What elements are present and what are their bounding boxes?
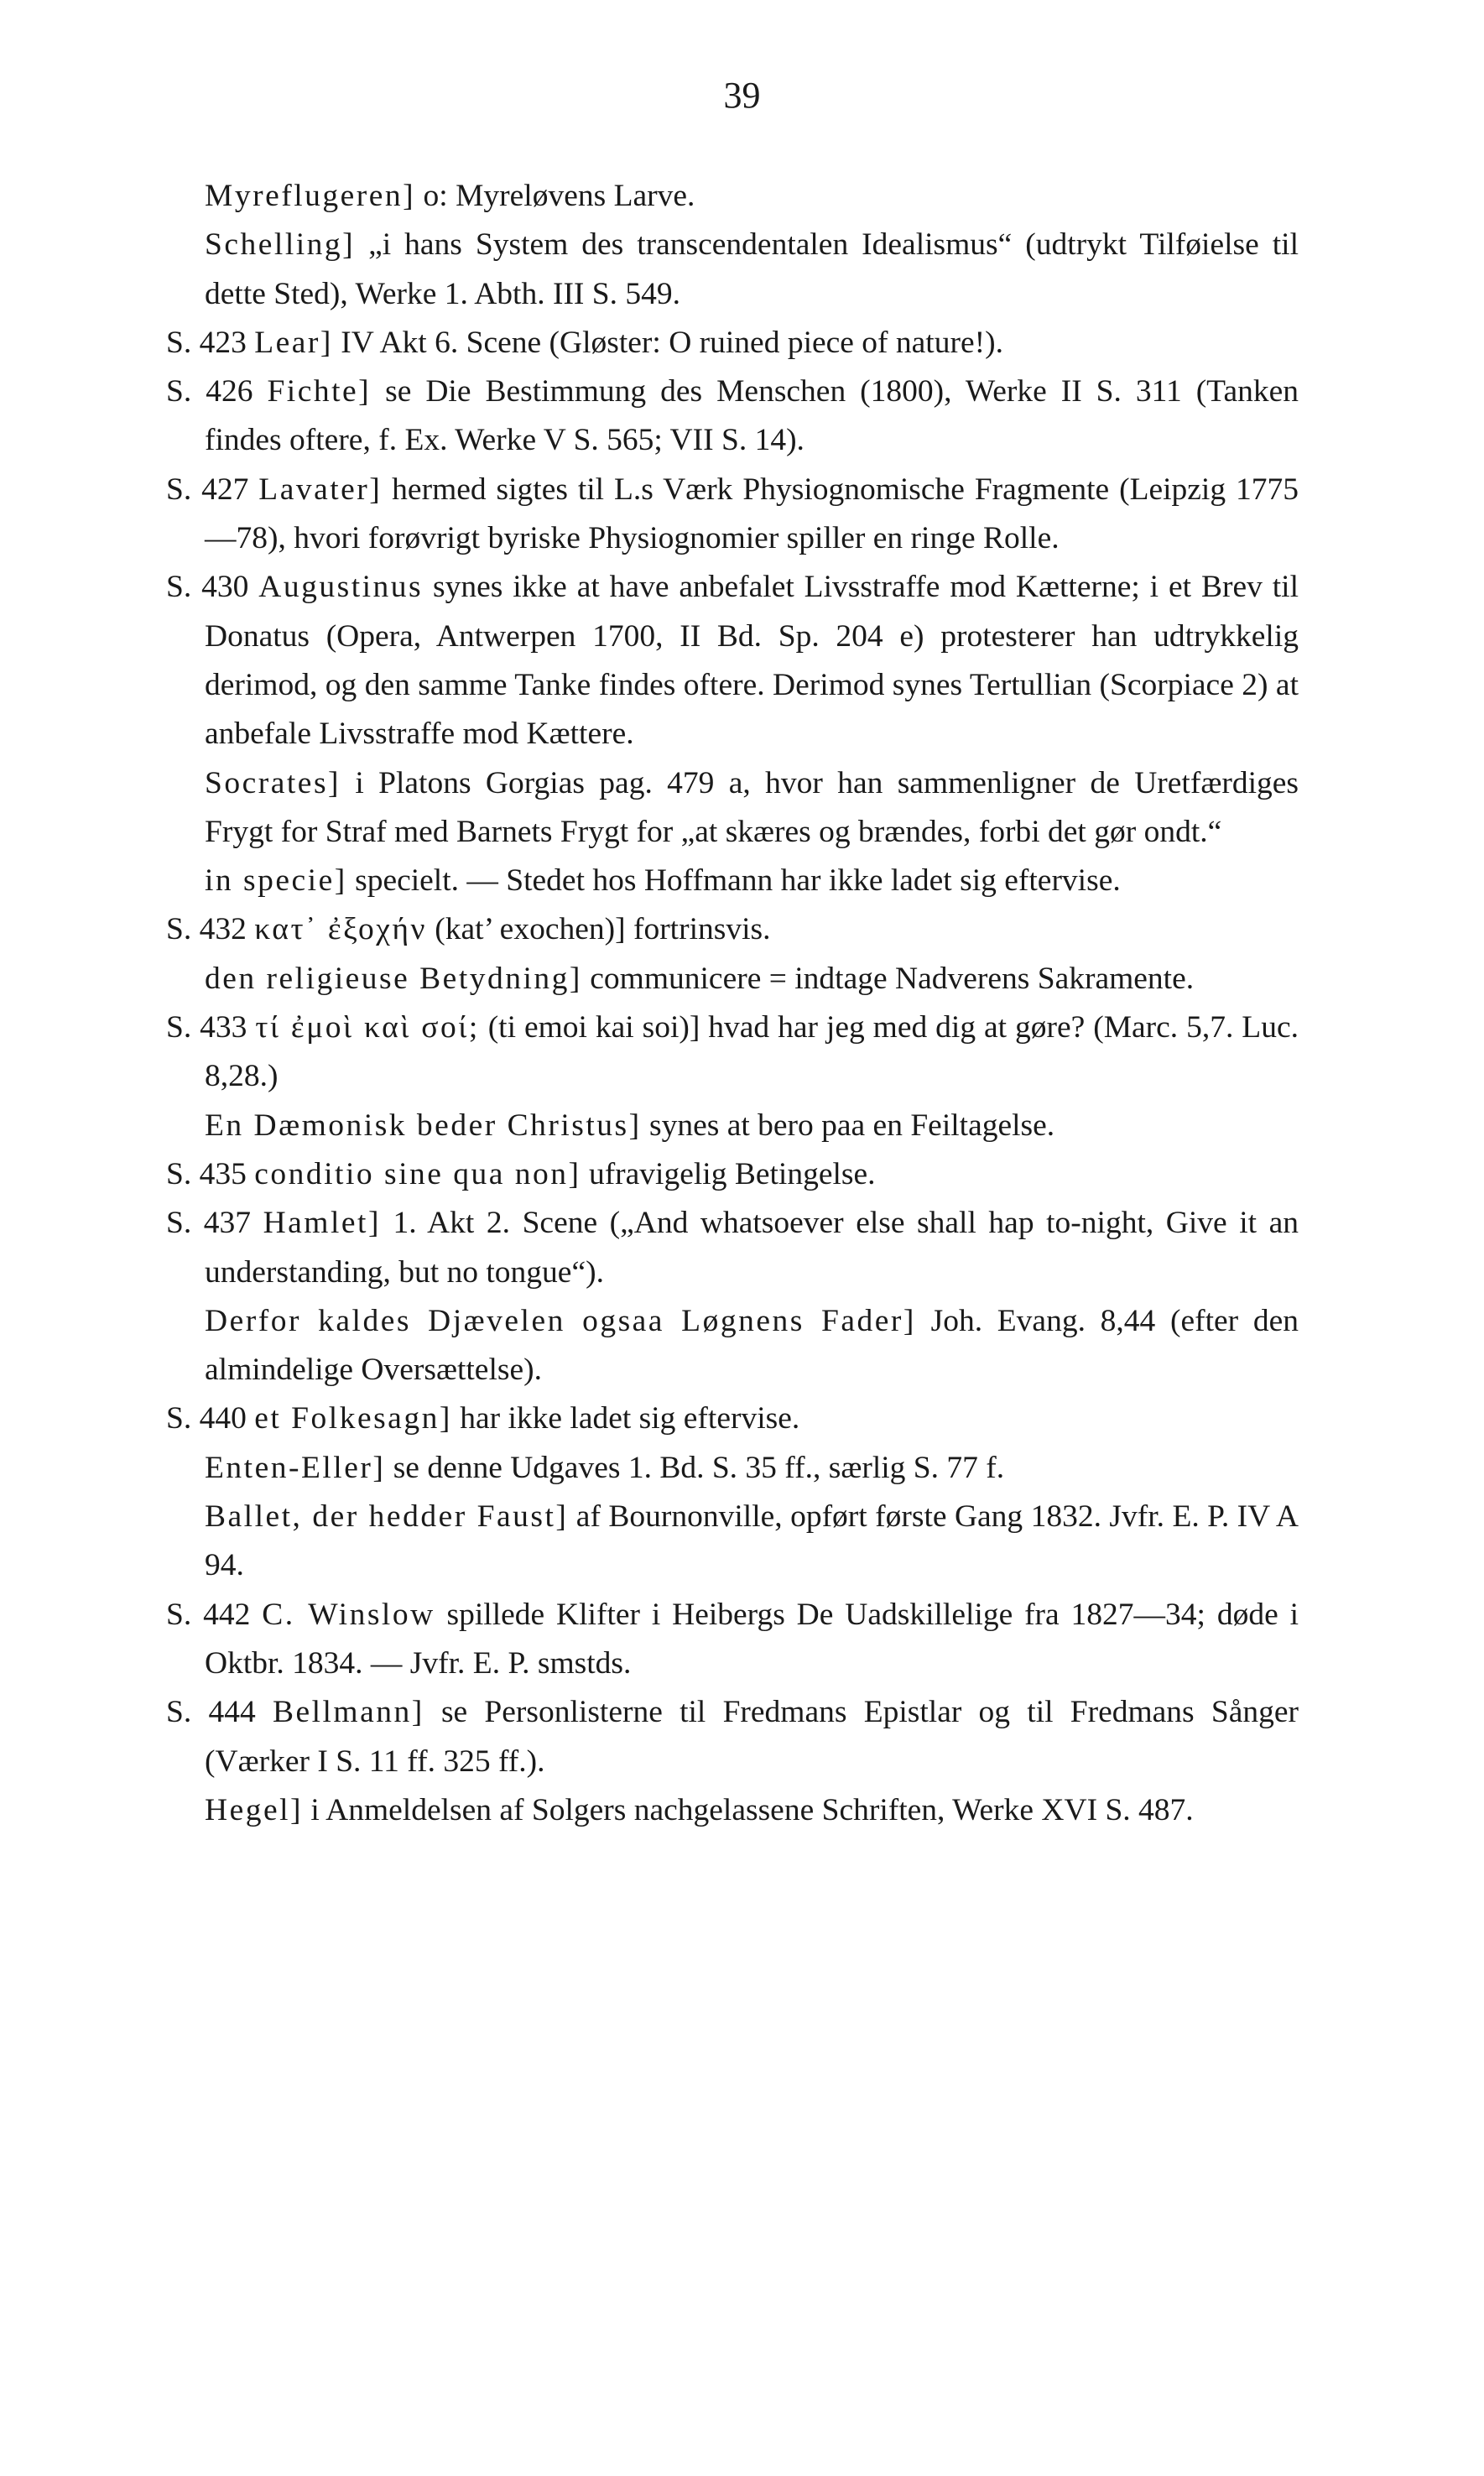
note-entry — [166, 759, 1299, 857]
note-entry — [166, 172, 1299, 221]
note-text: (kat’ exochen)] fortrinsvis. — [426, 912, 771, 947]
note-text: specielt. — Stedet hos Hoffmann har ikke ladet sig eftervise. — [346, 863, 1121, 899]
note-entry — [166, 1591, 1299, 1689]
note-text: „i hans System des transcendentalen Idealismus“ (udtrykt Tilføielse til dette Sted), Werke 1. Abth. III S. 549. — [205, 227, 1299, 311]
note-entry — [166, 1444, 1299, 1493]
note-entry — [166, 1199, 1299, 1297]
note-entry — [166, 1297, 1299, 1395]
note-headword: Lavater] — [258, 472, 383, 507]
note-headword: Enten-Eller] — [205, 1450, 386, 1485]
note-headword: Hegel] — [205, 1792, 304, 1827]
note-entry — [166, 221, 1299, 319]
note-entry — [166, 466, 1299, 564]
note-headword: En Dæmonisk beder Christus] — [205, 1108, 642, 1143]
note-text: synes ikke at have anbefalet Livsstraffe mod Kætterne; i et Brev til Donatus (Opera, Antwerpen 1700, II Bd. Sp. 204 e) protesterer han udtrykkelig derimod, og den samme Tanke findes oftere. Derimod synes Tertullian (Scorpiace 2) at anbefale Livsstraffe mod Kættere. — [205, 570, 1299, 752]
page-reference: S. 430 — [166, 570, 259, 605]
note-headword: et Folkesagn] — [254, 1401, 452, 1436]
note-entry — [166, 1003, 1299, 1102]
note-text: i Anmeldelsen af Solgers nachgelassene Schriften, Werke XVI S. 487. — [303, 1792, 1194, 1827]
note-entry — [166, 1150, 1299, 1199]
note-headword: Myreflugeren] — [205, 179, 416, 213]
page-reference: S. 437 — [166, 1206, 263, 1241]
note-headword: Hamlet] — [263, 1206, 381, 1241]
note-entry — [166, 955, 1299, 1003]
note-entry — [166, 563, 1299, 758]
page-reference: S. 427 — [166, 472, 259, 507]
note-entry — [166, 1394, 1299, 1443]
page-reference: S. 435 — [166, 1156, 255, 1191]
note-headword: conditio sine qua non] — [254, 1156, 581, 1191]
note-text: ufravigelig Betingelse. — [581, 1156, 876, 1191]
note-entry — [166, 857, 1299, 905]
note-headword: Socrates] — [205, 765, 341, 800]
note-text: se Die Bestimmung des Menschen (1800), Werke II S. 311 (Tanken findes oftere, f. Ex. Werke V S. 565; VII S. 14). — [205, 374, 1299, 458]
note-headword: Augustinus — [258, 570, 424, 605]
note-text: i Platons Gorgias pag. 479 a, hvor han sammenligner de Uretfærdiges Frygt for Straf med Barnets Frygt for „at skæres og brændes, forbi det gør ondt.“ — [205, 765, 1299, 849]
note-headword: den religieuse Betydning] — [205, 961, 582, 996]
page-reference: S. 442 — [166, 1597, 263, 1632]
note-entry — [166, 905, 1299, 954]
note-text: har ikke ladet sig eftervise. — [451, 1401, 800, 1436]
note-headword: Bellmann] — [272, 1695, 424, 1730]
note-text: se denne Udgaves 1. Bd. S. 35 ff., særlig S. 77 f. — [385, 1450, 1005, 1485]
note-entry — [166, 1786, 1299, 1835]
page-reference: S. 433 — [166, 1010, 256, 1045]
note-entry — [166, 1688, 1299, 1786]
note-headword: in specie] — [205, 863, 347, 899]
note-headword: Fichte] — [267, 374, 372, 409]
note-text: synes at bero paa en Feiltagelse. — [641, 1108, 1055, 1143]
page-number: 39 — [723, 75, 761, 116]
note-headword: Ballet, der hedder Faust] — [205, 1499, 569, 1535]
note-headword: κατ᾽ ἐξοχήν — [254, 912, 427, 947]
page-reference: S. 440 — [166, 1401, 255, 1436]
note-text: af Bournonville, opført første Gang 1832. Jvfr. E. P. IV A 94. — [205, 1499, 1299, 1583]
note-headword: C. Winslow — [262, 1597, 435, 1632]
note-text: communicere = indtage Nadverens Sakramente. — [581, 961, 1195, 996]
note-headword: Schelling] — [205, 227, 356, 263]
note-entry — [166, 319, 1299, 367]
page-reference: S. 444 — [166, 1695, 273, 1730]
note-headword: Derfor kaldes Djævelen ogsaa Løgnens Fader] — [205, 1303, 916, 1338]
page-reference: S. 426 — [166, 374, 268, 409]
text-block — [166, 172, 1299, 1835]
page-reference: S. 423 — [166, 325, 255, 360]
note-text: se Personlisterne til Fredmans Epistlar og til Fredmans Sånger (Værker I S. 11 ff. 325 ff.). — [205, 1695, 1299, 1779]
note-entry — [166, 1102, 1299, 1150]
note-headword: τί ἐμοὶ καὶ σοί; — [255, 1010, 480, 1045]
note-text: (ti emoi kai soi)] hvad har jeg med dig at gøre? (Marc. 5,7. Luc. 8,28.) — [205, 1010, 1299, 1094]
note-entry — [166, 367, 1299, 466]
note-headword: Lear] — [254, 325, 333, 360]
note-text: o: Myreløvens Larve. — [415, 179, 695, 213]
note-text: 1. Akt 2. Scene („And whatsoever else shall hap to-night, Give it an understanding, but no tongue“). — [205, 1206, 1299, 1290]
note-text: spillede Klifter i Heibergs De Uadskillelige fra 1827—34; døde i Oktbr. 1834. — Jvfr. E. P. smstds. — [205, 1597, 1299, 1681]
note-text: Joh. Evang. 8,44 (efter den almindelige Oversættelse). — [205, 1303, 1299, 1388]
note-entry — [166, 1493, 1299, 1591]
note-text: hermed sigtes til L.s Værk Physiognomische Fragmente (Leipzig 1775—78), hvori forøvrigt byriske Physiognomier spiller en ringe Rolle. — [205, 472, 1299, 556]
page-reference: S. 432 — [166, 912, 255, 947]
note-text: IV Akt 6. Scene (Gløster: O ruined piece of nature!). — [332, 325, 1003, 360]
